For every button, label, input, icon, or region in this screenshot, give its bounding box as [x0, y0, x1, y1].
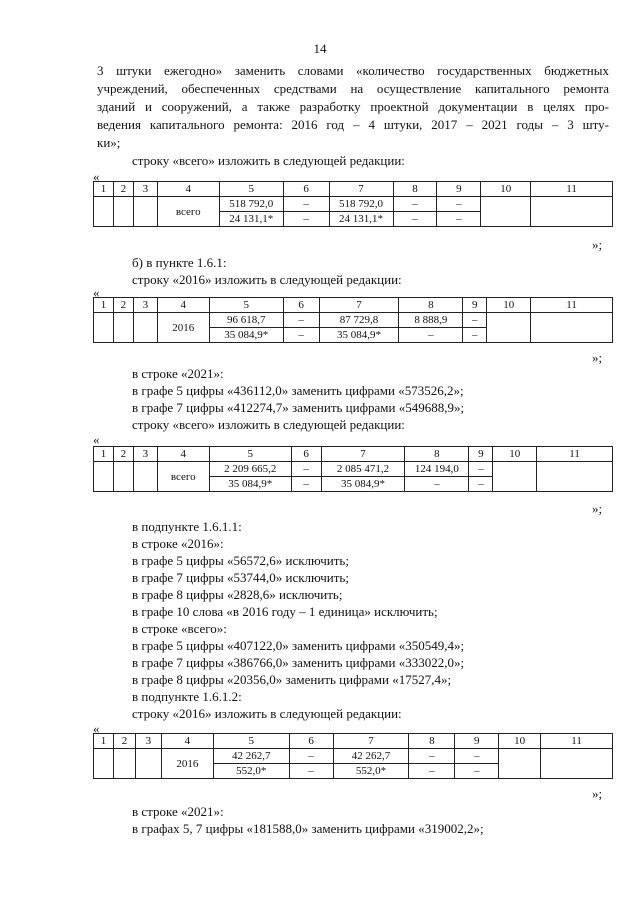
table-row [94, 462, 613, 477]
open-quote: « [93, 721, 100, 736]
row-label-cell: 2016 [157, 313, 209, 343]
section-b-line-2: строку «2016» изложить в следующей редакции: [132, 272, 402, 287]
table-cell: – [289, 749, 333, 764]
table-cell: – [409, 764, 455, 779]
header-cell: 9 [469, 447, 493, 462]
header-cell: 8 [405, 447, 469, 462]
table-3 [93, 446, 613, 492]
header-cell: 11 [531, 298, 613, 313]
table-cell [135, 749, 161, 779]
table-cell: 87 729,8 [319, 313, 399, 328]
header-cell: 5 [209, 447, 291, 462]
section-d-line-12: строку «2016» изложить в следующей редакции: [132, 706, 402, 721]
header-cell: 6 [283, 182, 329, 197]
intro-line-4: ведения капитального ремонта: 2016 год – 4 штуки, 2017 – 2021 годы – 3 шту- [97, 117, 609, 132]
table-cell: – [469, 462, 493, 477]
table-cell [531, 197, 613, 227]
section-c-line-4: строку «всего» изложить в следующей редакции: [132, 417, 405, 432]
table-cell [481, 197, 531, 227]
table-cell: 35 084,9* [319, 328, 399, 343]
table-cell: 35 084,9* [321, 477, 405, 492]
table-cell [94, 313, 114, 343]
table-header-row [94, 447, 613, 462]
section-d-line-2: в строке «2016»: [132, 536, 224, 551]
open-quote: « [93, 432, 100, 447]
table-cell [487, 313, 531, 343]
section-c-line-1: в строке «2021»: [132, 366, 224, 381]
header-cell: 4 [157, 182, 219, 197]
table-cell: – [469, 477, 493, 492]
header-cell: 3 [135, 734, 161, 749]
section-d-line-10: в графе 8 цифры «20356,0» заменить цифрами «17527,4»; [132, 672, 452, 687]
table-cell: – [291, 462, 321, 477]
table-header-row [94, 298, 613, 313]
header-cell: 9 [437, 182, 481, 197]
section-b-line-1: б) в пункте 1.6.1: [132, 255, 227, 270]
header-cell: 10 [499, 734, 541, 749]
table-cell: – [463, 328, 487, 343]
section-d-line-7: в строке «всего»: [132, 621, 227, 636]
table-cell: 552,0* [213, 764, 289, 779]
section-e-line-1: в строке «2021»: [132, 804, 224, 819]
header-cell: 3 [133, 298, 157, 313]
intro-line-5: ки»; [97, 135, 121, 150]
table-cell: – [289, 764, 333, 779]
header-cell: 7 [333, 734, 409, 749]
header-cell: 10 [481, 182, 531, 197]
table-row [94, 197, 613, 212]
header-cell: 7 [321, 447, 405, 462]
table-cell [133, 197, 157, 227]
header-cell: 1 [94, 734, 114, 749]
table-row [94, 749, 613, 764]
table-cell: 24 131,1* [329, 212, 393, 227]
intro-line-2: учреждений, обеспеченных средствами на осуществление капитального ремонта [97, 81, 609, 96]
header-cell: 5 [219, 182, 283, 197]
table-cell: 518 792,0 [219, 197, 283, 212]
header-cell: 2 [113, 447, 133, 462]
table-cell [541, 749, 613, 779]
table-cell: – [283, 212, 329, 227]
table-cell: 35 084,9* [209, 328, 283, 343]
table-cell: 518 792,0 [329, 197, 393, 212]
header-cell: 4 [157, 447, 209, 462]
table-cell: – [393, 197, 437, 212]
header-cell: 3 [133, 447, 157, 462]
table-cell: 96 618,7 [209, 313, 283, 328]
table-cell [113, 462, 133, 492]
table-cell [133, 313, 157, 343]
table-cell: – [283, 313, 319, 328]
section-e-line-2: в графах 5, 7 цифры «181588,0» заменить цифрами «319002,2»; [132, 821, 484, 836]
header-cell: 5 [209, 298, 283, 313]
close-mark: »; [592, 786, 603, 801]
section-d-line-3: в графе 5 цифры «56572,6» исключить; [132, 553, 349, 568]
table-cell: – [455, 749, 499, 764]
table-cell: – [399, 328, 463, 343]
header-cell: 3 [133, 182, 157, 197]
table-cell [94, 197, 114, 227]
table-cell: – [393, 212, 437, 227]
table-cell [94, 462, 114, 492]
section-c-line-3: в графе 7 цифры «412274,7» заменить цифрами «549688,9»; [132, 400, 465, 415]
header-cell: 9 [463, 298, 487, 313]
table-cell [113, 313, 133, 343]
close-mark: »; [592, 350, 603, 365]
header-cell: 8 [409, 734, 455, 749]
header-cell: 6 [289, 734, 333, 749]
header-cell: 2 [113, 734, 135, 749]
close-mark: »; [592, 501, 603, 516]
header-cell: 6 [291, 447, 321, 462]
table-cell: – [405, 477, 469, 492]
table-cell: 2 085 471,2 [321, 462, 405, 477]
section-d-line-6: в графе 10 слова «в 2016 году – 1 единица» исключить; [132, 604, 438, 619]
intro-line-1: 3 штуки ежегодно» заменить словами «количество государственных бюджетных [97, 63, 609, 78]
row-label-cell: всего [157, 462, 209, 492]
table-cell [113, 197, 133, 227]
section-c-line-2: в графе 5 цифры «436112,0» заменить цифрами «573526,2»; [132, 383, 464, 398]
section-d-line-5: в графе 8 цифры «2828,6» исключить; [132, 587, 343, 602]
section-d-line-11: в подпункте 1.6.1.2: [132, 689, 242, 704]
intro-line-6: строку «всего» изложить в следующей редакции: [132, 153, 405, 168]
header-cell: 10 [493, 447, 537, 462]
table-cell [531, 313, 613, 343]
header-cell: 4 [157, 298, 209, 313]
table-cell: 8 888,9 [399, 313, 463, 328]
table-cell: 42 262,7 [333, 749, 409, 764]
table-cell: 124 194,0 [405, 462, 469, 477]
table-header-row [94, 182, 613, 197]
header-cell: 7 [329, 182, 393, 197]
table-cell: 2 209 665,2 [209, 462, 291, 477]
section-d-line-4: в графе 7 цифры «53744,0» исключить; [132, 570, 349, 585]
table-cell [113, 749, 135, 779]
row-label-cell: 2016 [161, 749, 213, 779]
table-cell [537, 462, 613, 492]
intro-line-3: зданий и сооружений, а также разработку проектной документации в целях про- [97, 99, 609, 114]
table-4 [93, 733, 613, 779]
header-cell: 6 [283, 298, 319, 313]
table-cell: – [455, 764, 499, 779]
table-cell: – [283, 328, 319, 343]
header-cell: 2 [113, 182, 133, 197]
page-number: 14 [313, 41, 327, 56]
header-cell: 1 [94, 182, 114, 197]
table-cell: – [409, 749, 455, 764]
header-cell: 2 [113, 298, 133, 313]
table-cell: 24 131,1* [219, 212, 283, 227]
table-cell: 35 084,9* [209, 477, 291, 492]
open-quote: « [93, 169, 100, 184]
table-cell [133, 462, 157, 492]
table-cell: – [437, 197, 481, 212]
header-cell: 1 [94, 447, 114, 462]
table-cell [493, 462, 537, 492]
header-cell: 10 [487, 298, 531, 313]
header-cell: 5 [213, 734, 289, 749]
table-cell: 42 262,7 [213, 749, 289, 764]
header-cell: 9 [455, 734, 499, 749]
header-cell: 7 [319, 298, 399, 313]
table-cell [94, 749, 114, 779]
table-cell [499, 749, 541, 779]
header-cell: 4 [161, 734, 213, 749]
table-cell: 552,0* [333, 764, 409, 779]
section-d-line-1: в подпункте 1.6.1.1: [132, 519, 242, 534]
header-cell: 11 [537, 447, 613, 462]
header-cell: 8 [399, 298, 463, 313]
table-cell: – [463, 313, 487, 328]
table-2 [93, 297, 613, 343]
open-quote: « [93, 285, 100, 300]
row-label-cell: всего [157, 197, 219, 227]
section-d-line-8: в графе 5 цифры «407122,0» заменить цифрами «350549,4»; [132, 638, 465, 653]
close-mark: »; [592, 237, 603, 252]
table-header-row [94, 734, 613, 749]
table-row [94, 313, 613, 328]
table-cell: – [291, 477, 321, 492]
section-d-line-9: в графе 7 цифры «386766,0» заменить цифрами «333022,0»; [132, 655, 465, 670]
header-cell: 1 [94, 298, 114, 313]
header-cell: 11 [541, 734, 613, 749]
table-cell: – [283, 197, 329, 212]
table-cell: – [437, 212, 481, 227]
header-cell: 11 [531, 182, 613, 197]
header-cell: 8 [393, 182, 437, 197]
table-1 [93, 181, 613, 227]
